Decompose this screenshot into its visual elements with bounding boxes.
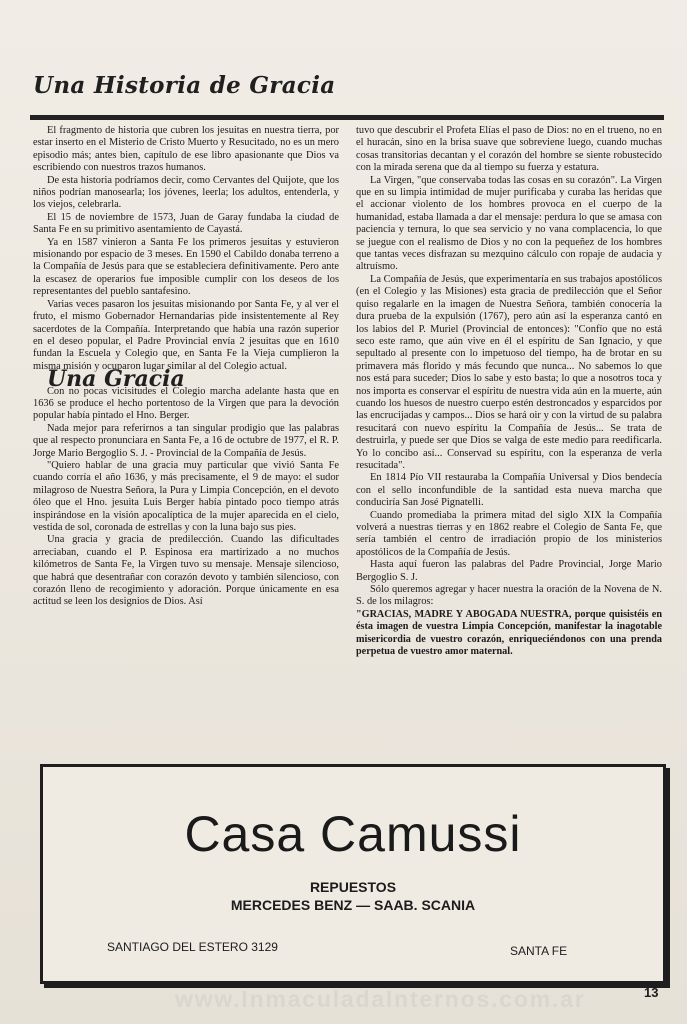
advertisement-box (40, 764, 666, 984)
paragraph: En 1814 Pío VII restauraba la Compañía Universal y Dios bendecía con el sello inconfundible de la santidad esta nueva marcha que conduciría San José Pignatelli. (356, 472, 662, 509)
paragraph: Hasta aquí fueron las palabras del Padre Provincial, Jorge Mario Bergoglio S. J. (356, 559, 662, 583)
paragraph: De esta historia podríamos decir, como Cervantes del Quijote, que los niños podrían manosearla; los jóvenes, leerla; los adultos, entenderla, y los viejos, celebrarla. (33, 174, 339, 211)
title-rule (30, 115, 664, 120)
left-column (33, 125, 339, 609)
ad-tagline: REPUESTOS (309, 879, 397, 895)
watermark: www.InmaculadaInternos.com.ar (175, 986, 586, 1012)
paragraph: tuvo que descubrir el Profeta Elías el paso de Dios: no en el trueno, no en el huracán, sino en la brisa suave que sobreviene luego, cuando muchas cosas transitorias decantan y el corazón del hombre se siente robustecido con la mirada serena que da al tiempo su fuerza y estatura. (356, 125, 662, 174)
advertiser-name: Casa Camussi (184, 806, 522, 862)
ad-brands: MERCEDES BENZ — SAAB. SCANIA (230, 897, 476, 913)
paragraph: Sólo queremos agregar y hacer nuestra la oración de la Novena de N. S. de los milagros: (356, 584, 662, 608)
article-title: Una Historia de Gracia (33, 72, 336, 99)
prayer-quote: "GRACIAS, MADRE Y ABOGADA NUESTRA, porque quisistéis en ésta imagen de vuestra Limpia Concepción, manifestar la inagotable misericordia de vuestro corazón, enriqueciéndonos con una prenda perpetua de vuestro amor maternal. (356, 608, 662, 658)
right-column (356, 125, 662, 658)
ad-address: SANTIAGO DEL ESTERO 3129 (107, 940, 278, 954)
paragraph: Varias veces pasaron los jesuitas misionando por Santa Fe, y al ver el fruto, el mismo Gobernador Hernandarias pide insistentemente al Rey sacerdotes de la Compañía. Interpretando que había una razón superior en el deseo popular, el Padre Provincial envía 2 jesuitas que en 1610 fundan la Escuela y Colegio que, en Santa Fe la Vieja cumplieron la misma misión y ocuparon lugar similar al del Colegio actual. (33, 298, 339, 372)
paragraph: Una gracia y gracia de predilección. Cuando las dificultades arreciaban, cuando el P. Espinosa era martirizado a no muchos kilómetros de Santa Fe, la Virgen tuvo su mensaje. Mensaje silencioso, que habrá que desentrañar con corazón devoto y también silencioso, con corazón lleno de recogimiento y adoración. Porque únicamente en esa actitud se leen los designios de Dios. Así (33, 534, 339, 608)
paragraph: El fragmento de historia que cubren los jesuitas en nuestra tierra, por estar inserto en el Misterio de Cristo Muerto y Resucitado, no es un mero episodio más; antes bien, capítulo de ese libro apasionante que Dios va escribiendo con nuestros trazos humanos. (33, 125, 339, 174)
paragraph: La Virgen, "que conservaba todas las cosas en su corazón". La Virgen que en su limpia intimidad de mujer purificaba y curaba las heridas que el accionar violento de los hombres provoca en el cuerpo de la humanidad, estaba llamada a dar el mensaje: perdura lo que se amasa con paciencia y ternura, lo que sea servicio y no vana complacencia, lo que se juegue con el realismo de Dios y no con la pequeñez de los hombres que tantas veces disfrazan su mezquino cálculo con ropaje de audacia y altruísmo. (356, 174, 662, 273)
paragraph: Nada mejor para referirnos a tan singular prodigio que las palabras que al respecto pronunciara en Santa Fe, a 16 de octubre de 1977, el R. P. Jorge Mario Bergoglio S. J. - Provincial de la Compañía de Jesús. (33, 422, 339, 459)
section-heading: Una Gracia (47, 366, 185, 393)
ad-city: SANTA FE (510, 944, 568, 958)
paragraph: Con no pocas vicisitudes el Colegio marcha adelante hasta que en 1636 se produce el hecho portentoso de la Virgen que para la devoción popular había pintado el Hno. Berger. (33, 385, 339, 422)
paragraph: Cuando promediaba la primera mitad del siglo XIX la Compañía volverá a nuestras tierras y en 1862 reabre el Colegio de Santa Fe, que sería también el centro de irradiación propio de los ministerios apostólicos de la Compañía de Jesús. (356, 509, 662, 558)
paragraph: "Quiero hablar de una gracia muy particular que vivió Santa Fe cuando corría el año 1636, y más precisamente, el 9 de mayo: el sudor milagroso de Nuestra Señora, la Pura y Limpia Concepción, en el devoto óleo que el Hno. jesuita Luis Berger había pintado poco tiempo atrás inspirándose en la visión apocalíptica de la mujer aparecida en el cielo, vestida de sol, coronada de estrellas y con la luna bajo sus pies. (33, 459, 339, 533)
page-number: 13 (644, 985, 659, 1000)
paragraph: La Compañía de Jesús, que experimentaría en sus trabajos apostólicos (en el Colegio y las Misiones) esta gracia de predilección que el Señor quiso regalarle en la imagen de Nuestra Señora, también conocería la dura prueba de la expulsión (1767), pero aún así la esperanza cantó en los labios del P. Muriel (Provincial de entonces): "Confío que no está seco este ramo, que aún vive en él el espíritu de San Ignacio, y que sepultado al presente con lo impetuoso del tiempo, ha de brotar en su primavera más florido y más fecundo que nunca... No sabemos lo que nos está para suceder; Dios lo sabe y esto basta; lo que a nosotros toca y nos importa es conservar el espíritu de nuestra vida aún en la muerte, aún cuando los huesos de nuestro cuerpo estén destroncados y esparcidos por las encrucijadas y campos... Dios se hará oir y con la virtud de su palabra resucitará con nuevo espíritu la Compañía de Jesús... Se trata de destruirla, y puede ser que Dios se valga de este medio para reedificarla. Yo lo concibo así... Conservad su espíritu, con la esperanza de verla resucitada". (356, 273, 662, 471)
paragraph: Ya en 1587 vinieron a Santa Fe los primeros jesuitas y estuvieron misionando por espacio de 3 meses. En 1590 el Cabildo donaba terreno a la Compañía de Jesús para que se estableciera definitivamente. Pero ante la escasez de operarios fue imposible cumplir con los deseos de los representantes del pueblo santafesino. (33, 236, 339, 298)
paragraph: El 15 de noviembre de 1573, Juan de Garay fundaba la ciudad de Santa Fe en su primitivo asentamiento de Cayastá. (33, 211, 339, 236)
